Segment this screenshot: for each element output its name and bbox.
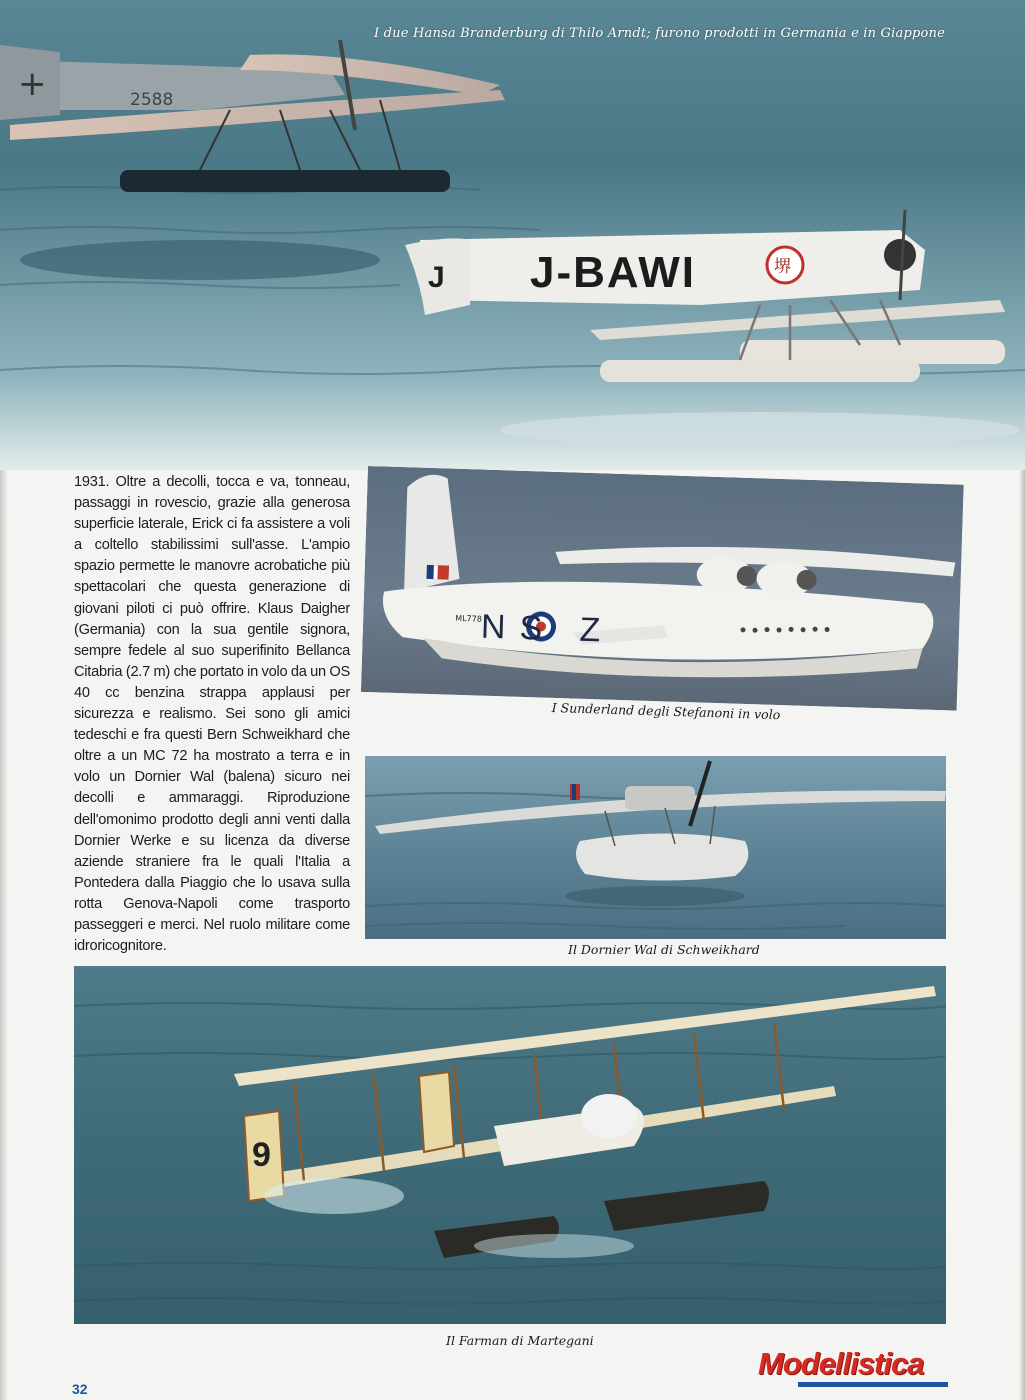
photo-dornier-wal <box>365 756 946 939</box>
photo-sunderland <box>361 466 964 711</box>
caption-sunderland: I Sunderland degli Stefanoni in volo <box>551 700 781 723</box>
svg-text:堺: 堺 <box>774 257 791 277</box>
article-body-text: 1931. Oltre a decolli, tocca e va, tonneau, passaggi in rovescio, grazie alla generosa superficie laterale, Erick ci fa assistere a voli a coltello stabilissimi sull'asse. L'ampio spazio permette le manovre acrobatiche più spettacolari che questa generazione di giovani piloti ci può offrire. Klaus Daigher (Germania) con la sua gentile signora, sempre fedele al suo superifinito Bellanca Citabria (2.7 m) che portato in volo da un OS 40 cc benzina strappa applausi per sicurezza e realismo. Sei sono gli amici tedeschi e fra questi Bern Schweikhard che oltre a un MC 72 ha mostrato a terra e in volo un Dornier Wal (balena) sicuro nei decolli e ammaraggi. Riproduzione dell'omonimo prodotto degli anni venti dalla Dornier Werke e su licenza da diverse aziende straniere fra le quali l'Italia a Pontedera dalla Piaggio che lo usava sulla rotta Genova-Napoli come trasporto passeggeri e merci. Nel ruolo militare come idroricognitore. <box>74 474 350 955</box>
svg-text:NS Z: NS Z <box>480 607 615 650</box>
svg-text:2588: 2588 <box>130 90 174 110</box>
hero-photo-hansa-brandenburg <box>0 0 1025 470</box>
svg-text:ML778: ML778 <box>455 613 483 624</box>
hero-caption: I due Hansa Branderburg di Thilo Arndt; furono prodotti in Germania e in Giappone <box>373 26 945 41</box>
svg-text:J-BAWI: J-BAWI <box>530 248 696 297</box>
brand-logo <box>758 1346 948 1390</box>
brand-logo-bar <box>798 1382 948 1387</box>
svg-text:J: J <box>428 261 445 294</box>
caption-dornier-wal: Il Dornier Wal di Schweikhard <box>568 942 760 957</box>
svg-text:+: + <box>18 64 47 104</box>
page-number: 32 <box>72 1381 88 1397</box>
caption-farman: Il Farman di Martegani <box>446 1333 594 1348</box>
page-binding-left <box>0 470 8 1400</box>
photo-farman <box>74 966 946 1324</box>
brand-logo-text: Modellistica <box>758 1346 924 1381</box>
svg-text:9: 9 <box>252 1136 271 1174</box>
